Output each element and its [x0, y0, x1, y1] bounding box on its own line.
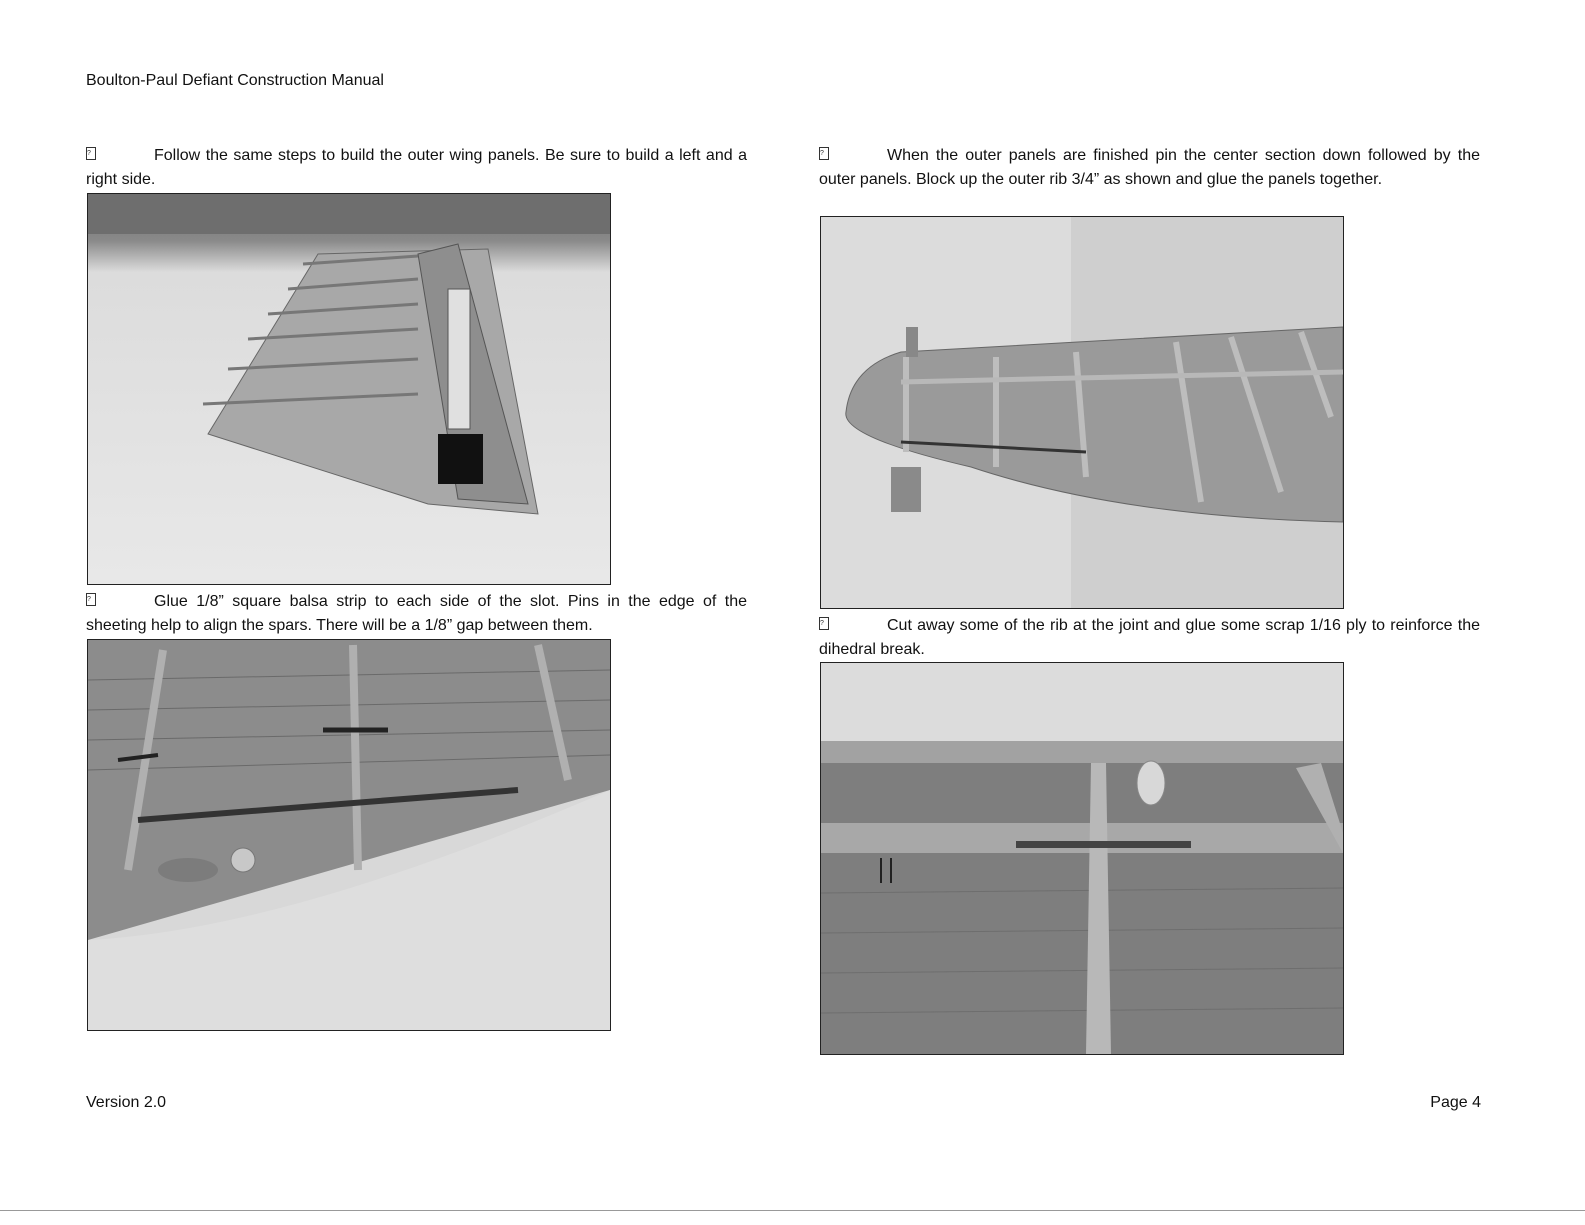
step-1-text: Follow the same steps to build the outer wing panels. Be sure to build a left and a right side.: [86, 147, 747, 188]
photo-panels-joined: [820, 216, 1344, 609]
step-3-text: When the outer panels are finished pin the center section down followed by the outer panels. Block up the outer rib 3/4” as shown and glue the panels together.: [819, 147, 1480, 188]
page-divider: [0, 1210, 1585, 1211]
step-2-paragraph: [86, 590, 747, 637]
footer-version: Version 2.0: [86, 1094, 167, 1111]
footer-page-number: Page 4: [1430, 1094, 1481, 1111]
running-header: Boulton-Paul Defiant Construction Manual: [86, 72, 384, 89]
checkbox-icon: ?: [86, 593, 96, 606]
step-3-paragraph: [819, 144, 1480, 191]
checkbox-icon: ?: [819, 617, 829, 630]
photo-outer-wing-panel: [87, 193, 611, 585]
step-4-paragraph: [819, 614, 1480, 661]
step-1-paragraph: [86, 144, 747, 191]
checkbox-icon: ?: [86, 147, 96, 160]
photo-spar-strips: [87, 639, 611, 1031]
photo-dihedral-reinforcement: [820, 662, 1344, 1055]
checkbox-icon: ?: [819, 147, 829, 160]
step-2-text: Glue 1/8” square balsa strip to each side of the slot. Pins in the edge of the sheeting help to align the spars. There will be a 1/8” gap between them.: [86, 593, 747, 634]
step-4-text: Cut away some of the rib at the joint and glue some scrap 1/16 ply to reinforce the dihedral break.: [819, 617, 1480, 658]
